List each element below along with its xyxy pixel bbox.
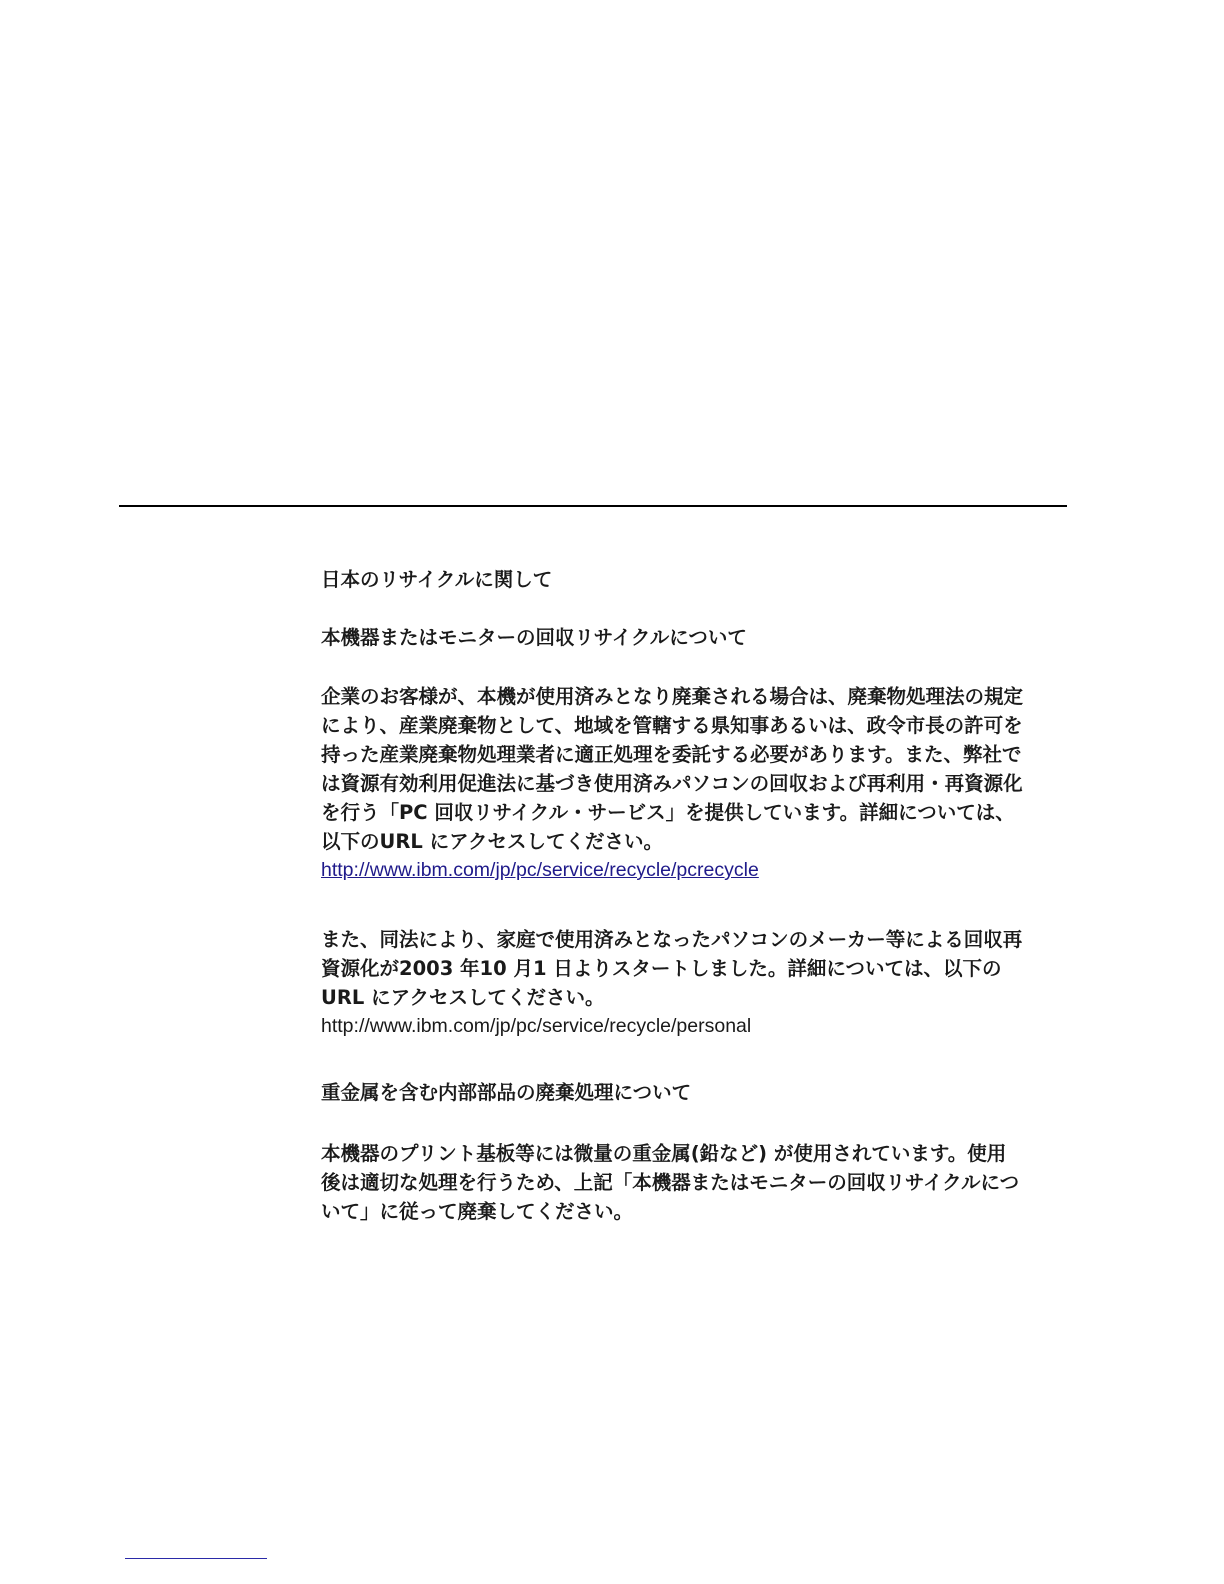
subsection-title: 本機器またはモニターの回収リサイクルについて (321, 626, 747, 649)
paragraph-line: また、同法により、家庭で使用済みとなったパソコンのメーカー等による回収再 (321, 928, 1023, 951)
paragraph-line: 持った産業廃棄物処理業者に適正処理を委託する必要があります。また、弊社で (321, 743, 1022, 766)
home-recycling-paragraph (321, 925, 1081, 1041)
pcrecycle-link[interactable]: http://www.ibm.com/jp/pc/service/recycle/pcrecycle (321, 859, 759, 881)
paragraph-line: 後は適切な処理を行うため、上記「本機器またはモニターの回収リサイクルにつ (321, 1171, 1020, 1194)
paragraph-line: 企業のお客様が、本機が使用済みとなり廃棄される場合は、廃棄物処理法の規定 (321, 685, 1024, 708)
paragraph-line: 以下のURL にアクセスしてください。 (321, 830, 663, 853)
paragraph-line: は資源有効利用促進法に基づき使用済みパソコンの回収および再利用・再資源化 (321, 772, 1023, 795)
paragraph-line: を行う「PC 回収リサイクル・サービス」を提供しています。詳細については、 (321, 801, 1015, 824)
section-title: 日本のリサイクルに関して (321, 568, 553, 591)
business-recycling-paragraph (321, 682, 1081, 885)
paragraph-line: 資源化が2003 年10 月1 日よりスタートしました。詳細については、以下の (321, 957, 1002, 980)
paragraph-line: 本機器のプリント基板等には微量の重金属(鉛など) が使用されています。使用 (321, 1142, 1007, 1165)
paragraph-line: により、産業廃棄物として、地域を管轄する県知事あるいは、政令市長の許可を (321, 714, 1023, 737)
heavy-metal-paragraph (321, 1139, 1081, 1226)
heavy-metal-title: 重金属を含む内部部品の廃棄処理について (321, 1081, 692, 1104)
section-divider (119, 505, 1067, 507)
recycling-section (321, 566, 1081, 1226)
personal-recycle-url: http://www.ibm.com/jp/pc/service/recycle/personal (321, 1015, 752, 1037)
footnote-divider (125, 1558, 267, 1559)
paragraph-line: URL にアクセスしてください。 (321, 986, 605, 1009)
paragraph-line: いて」に従って廃棄してください。 (321, 1200, 634, 1223)
